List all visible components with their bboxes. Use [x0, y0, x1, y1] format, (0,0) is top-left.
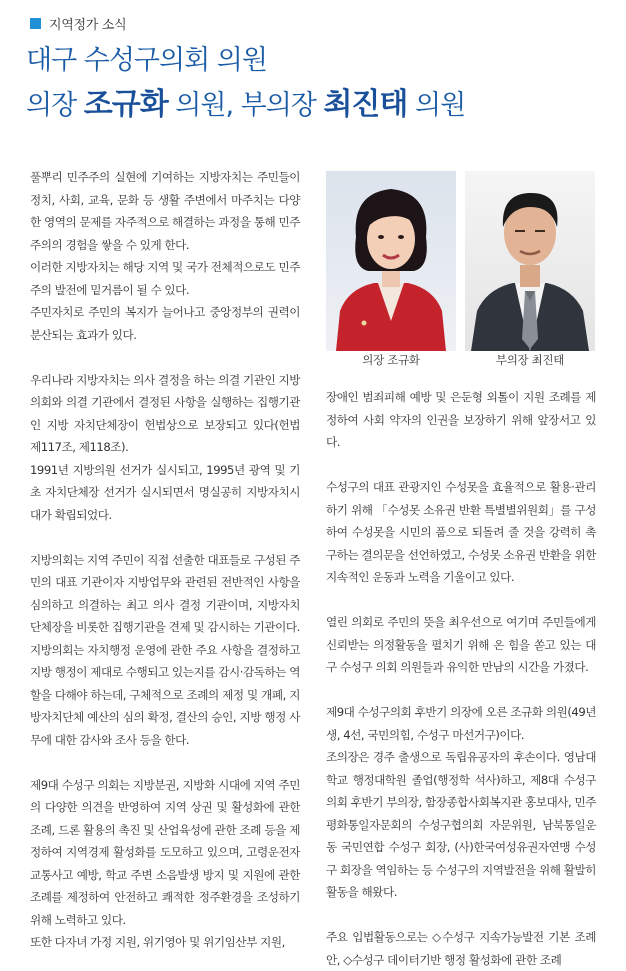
paragraph: 제9대 수성구 의회는 지방분권, 지방화 시대에 지역 주민의 다양한 의견을 반영하여 지역 상권 및 활성화에 관한 조례, 드론 활용의 촉진 및 산업육성에 관한 조례 등을 제정하여 지역경제 활성화를 도모하고 있으며, 고령운전자 교통사고 예방, 학교 주변 소음발생 방지 및 지원에 관한 조례를 제정하여 안전하고 쾌적한 정주환경을 조성하기 위해 노력하고 있다. — [30, 777, 300, 927]
paragraph: 제9대 수성구의회 후반기 의장에 오른 조규화 의원(49년생, 4선, 국민의힘, 수성구 마선거구)이다. — [326, 705, 597, 742]
paragraph: 우리나라 지방자치는 의사 결정을 하는 의결 기관인 지방의회와 의결 기관에서 결정된 사항을 실행하는 집행기관인 지방 자치단체장이 헌법상으로 보장되고 있다(헌법 제117조, 제118조). — [30, 372, 300, 454]
headline-part: 의원 — [407, 90, 466, 121]
headline-part: 의원, 부의장 — [167, 90, 324, 121]
paragraph-gap — [326, 589, 596, 612]
paragraph: 지방의회는 자치행정 운영에 관한 주요 사항을 결정하고 지방 행정이 제대로 수행되고 있는지를 감시·감독하는 역할을 다해야 하는데, 구체적으로 조례의 제정 및 개폐, 지방자치단체 예산의 심의 확정, 결산의 승인, 지방 행정 사무에 대한 감사와 조사 등을 한다. — [30, 642, 300, 747]
chair-photo — [326, 171, 456, 351]
paragraph-gap — [30, 526, 300, 549]
headline-line-2 — [26, 88, 465, 123]
chair-caption: 의장 조규화 — [362, 353, 420, 367]
paragraph-gap — [326, 904, 596, 927]
paragraph: 이러한 지방자치는 해당 지역 및 국가 전체적으로도 민주주의 발전에 밑거름이 될 수 있다. — [30, 260, 300, 297]
paragraph: 풀뿌리 민주주의 실현에 기여하는 지방자치는 주민들이 정치, 사회, 교육, 문화 등 생활 주변에서 마주치는 다양한 영역의 문제를 자주적으로 해결하는 과정을 통해 민주주의의 경험을 쌓을 수 있게 한다. — [30, 170, 300, 252]
headline-part: 의장 — [26, 90, 84, 121]
vice-chair-caption: 부의장 최진태 — [495, 353, 565, 367]
chair-name: 조규화 — [83, 87, 168, 122]
vice-chair-portrait-image — [465, 171, 595, 351]
right-column-text — [326, 386, 596, 971]
paragraph: 지방의회는 지역 주민이 직접 선출한 대표들로 구성된 주민의 대표 기관이자 지방업무와 관련된 전반적인 사항을 심의하고 의결하는 최고 의사 결정 기관이며, 지방자치 단체장을 비롯한 집행기관을 견제 및 감시하는 기관이다. — [30, 552, 300, 634]
paragraph: 장애인 범죄피해 예방 및 은둔형 외톨이 지원 조례를 제정하여 사회 약자의 인권을 보장하기 위해 앞장서고 있다. — [326, 390, 596, 449]
section-marker-icon — [30, 18, 41, 29]
vice-name: 최진태 — [323, 87, 408, 122]
paragraph: 열린 의회로 주민의 뜻을 최우선으로 여기며 주민들에게 신뢰받는 의정활동을 펼치기 위해 온 힘을 쏟고 있는 대구 수성구 의회 의원들과 유익한 만남의 시간을 가졌다. — [326, 615, 596, 674]
vice-chair-photo — [465, 171, 595, 351]
paragraph: 주민자치로 주민의 복지가 늘어나고 중앙정부의 권력이 분산되는 효과가 있다. — [30, 305, 300, 342]
paragraph-gap — [326, 679, 596, 702]
section-tag — [30, 14, 126, 33]
chair-portrait-image — [326, 171, 456, 351]
paragraph: 1991년 지방의원 선거가 실시되고, 1995년 광역 및 기초 자치단체장 선거가 실시되면서 명실공히 지방자치시대가 확립되었다. — [30, 462, 300, 522]
paragraph: 수성구의 대표 관광지인 수성못을 효율적으로 활용·관리하기 위해 「수성못 소유권 반환 특별별위원회」를 구성하여 수성못을 시민의 품으로 되돌려 줄 것을 강력히 촉구하는 결의문을 선언하였고, 수성못 소유권 반환을 위한 지속적인 운동과 노력을 기울이고 있다. — [326, 480, 596, 584]
paragraph: 또한 다자녀 가정 지원, 위기영아 및 위기임산부 지원, — [30, 935, 285, 949]
paragraph: 조의장은 경주 출생으로 독립유공자의 후손이다. 영남대학교 행정대학원 졸업(행정학 석사)하고, 제8대 수성구의회 후반기 부의장, 함장종합사회복지관 홍보대사, 민주평화통일자문회의 수성구협의회 자문위원, 남북통일운동 국민연합 수성구 회장, (사)한국여성유권자연맹 수성구 회장을 역임하는 등 수성구의 지역발전을 위해 활발히 활동을 해왔다. — [326, 750, 596, 899]
section-label: 지역정가 소식 — [49, 18, 127, 33]
paragraph: 주요 입법활동으로는 ◇수성구 지속가능발전 기본 조례안, ◇수성구 데이터기반 행정 활성화에 관한 조례 — [326, 930, 596, 967]
paragraph-gap — [326, 454, 596, 477]
left-column-text — [30, 166, 300, 954]
paragraph-gap — [30, 751, 300, 774]
headline-line-1: 대구 수성구의회 의원 — [26, 45, 267, 76]
paragraph-gap — [30, 346, 300, 369]
